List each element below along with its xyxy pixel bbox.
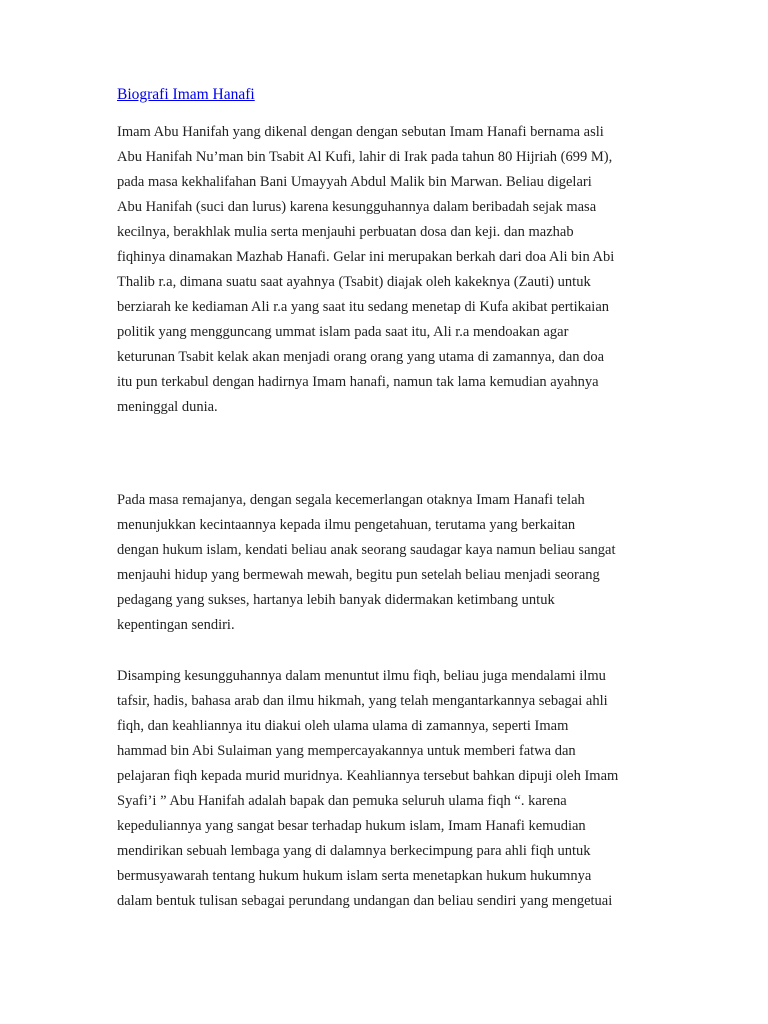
text-line: Pada masa remajanya, dengan segala kecemerlangan otaknya Imam Hanafi telah <box>117 492 585 508</box>
document-title-link[interactable]: Biografi Imam Hanafi <box>117 86 255 103</box>
text-line: pada masa kekhalifahan Bani Umayyah Abdul Malik bin Marwan. Beliau digelari <box>117 174 592 190</box>
text-line: Imam Abu Hanifah yang dikenal dengan dengan sebutan Imam Hanafi bernama asli <box>117 124 604 140</box>
text-line: tafsir, hadis, bahasa arab dan ilmu hikmah, yang telah mengantarkannya sebagai ahli <box>117 693 608 709</box>
text-line: kepentingan sendiri. <box>117 617 235 633</box>
text-line: berziarah ke kediaman Ali r.a yang saat itu sedang menetap di Kufa akibat pertikaian <box>117 299 610 315</box>
text-line: dengan hukum islam, kendati beliau anak seorang saudagar kaya namun beliau sangat <box>117 542 616 558</box>
text-line: dalam bentuk tulisan sebagai perundang undangan dan beliau sendiri yang mengetuai <box>117 893 613 909</box>
text-line: itu pun terkabul dengan hadirnya Imam hanafi, namun tak lama kemudian ayahnya <box>117 374 599 390</box>
text-line: keturunan Tsabit kelak akan menjadi orang orang yang utama di zamannya, dan doa <box>117 349 605 365</box>
text-line: menjauhi hidup yang bermewah mewah, begitu pun setelah beliau menjadi seorang <box>117 567 600 583</box>
text-line: Abu Hanifah (suci dan lurus) karena kesungguhannya dalam beribadah sejak masa <box>117 199 597 215</box>
paragraph-1 <box>117 120 614 420</box>
text-line: kepeduliannya yang sangat besar terhadap hukum islam, Imam Hanafi kemudian <box>117 818 586 834</box>
text-line: kecilnya, berakhlak mulia serta menjauhi perbuatan dosa dan keji. dan mazhab <box>117 224 574 240</box>
paragraph-3 <box>117 664 618 914</box>
text-line: fiqh, dan keahliannya itu diakui oleh ulama ulama di zamannya, seperti Imam <box>117 718 569 734</box>
text-line: politik yang mengguncang ummat islam pada saat itu, Ali r.a mendoakan agar <box>117 324 569 340</box>
text-line: hammad bin Abi Sulaiman yang mempercayakannya untuk memberi fatwa dan <box>117 743 576 759</box>
text-line: meninggal dunia. <box>117 399 218 415</box>
text-line: fiqhinya dinamakan Mazhab Hanafi. Gelar ini merupakan berkah dari doa Ali bin Abi <box>117 249 615 265</box>
text-line: menunjukkan kecintaannya kepada ilmu pengetahuan, terutama yang berkaitan <box>117 517 576 533</box>
text-line: mendirikan sebuah lembaga yang di dalamnya berkecimpung para ahli fiqh untuk <box>117 843 591 859</box>
paragraph-2 <box>117 488 615 638</box>
text-line: Thalib r.a, dimana suatu saat ayahnya (Tsabit) diajak oleh kakeknya (Zauti) untuk <box>117 274 591 290</box>
text-line: Abu Hanifah Nu’man bin Tsabit Al Kufi, lahir di Irak pada tahun 80 Hijriah (699 M), <box>117 149 613 165</box>
text-line: pelajaran fiqh kepada murid muridnya. Keahliannya tersebut bahkan dipuji oleh Imam <box>117 768 619 784</box>
text-line: pedagang yang sukses, hartanya lebih banyak didermakan ketimbang untuk <box>117 592 555 608</box>
text-line: Syafi’i ” Abu Hanifah adalah bapak dan pemuka seluruh ulama fiqh “. karena <box>117 793 567 809</box>
text-line: Disamping kesungguhannya dalam menuntut ilmu fiqh, beliau juga mendalami ilmu <box>117 668 606 684</box>
text-line: bermusyawarah tentang hukum hukum islam serta menetapkan hukum hukumnya <box>117 868 592 884</box>
